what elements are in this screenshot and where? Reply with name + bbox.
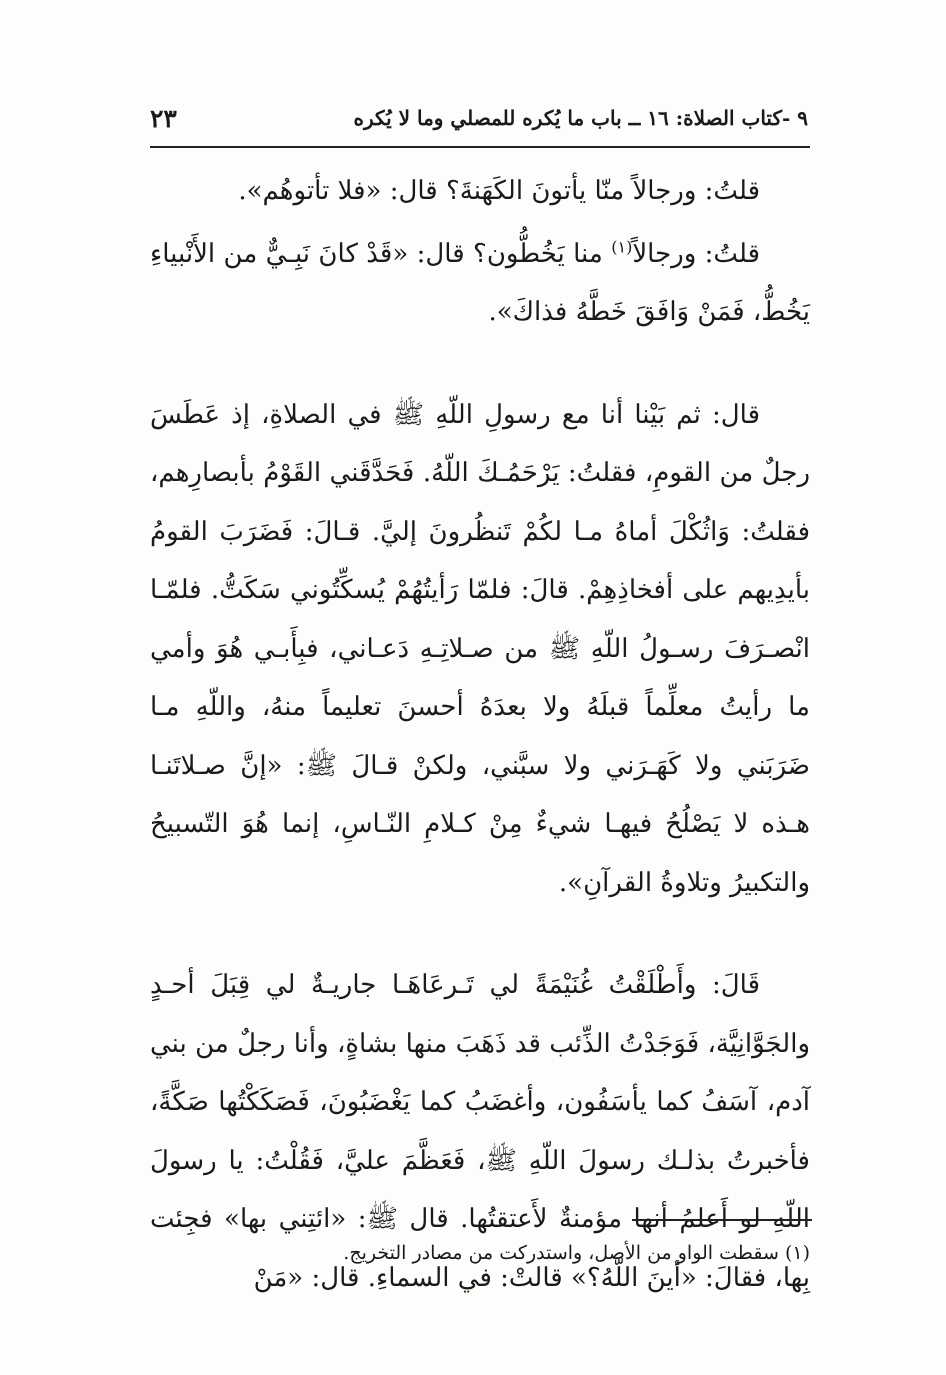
- running-title: ٩ -كتاب الصلاة: ١٦ ــ باب ما يُكره للمصلي وما لا يُكره: [353, 106, 808, 130]
- page-header: [150, 98, 808, 138]
- paragraph-2-rest: منا يَخُطُّون؟ قال: «قَدْ كانَ نَبِـيٌّ من الأَنْبياءِ يَخُطُّ، فَمَنْ وَافَقَ خَطَّهُ فذاكَ».: [150, 238, 810, 327]
- footnote: (١) سقطت الواو من الأصل، واستدركت من مصادر التخريج.: [343, 1242, 810, 1264]
- paragraph-1: قلتُ: ورجالاً منّا يأتونَ الكَهَنةَ؟ قال: «فلا تأتوهُم».: [238, 176, 760, 206]
- footnote-reference: (١): [611, 236, 633, 256]
- footnote-rule: [632, 1219, 812, 1221]
- paragraph-2: [150, 225, 810, 342]
- paragraph-3: قال: ثم بَيْنا أنا مع رسولِ اللّهِ ﷺ في الصلاةِ، إذ عَطَسَ رجلٌ من القومِ، فقلتُ: يَرْحَمُـكَ اللّهُ. فَحَدَّقَني القَوْمُ بأبصارِهم، فقلتُ: وَاثُكْلَ أماهُ مـا لكُمْ تَنظُرونَ إليَّ. قـالَ: فَضَرَبَ القومُ بأيدِيهم على أفخاذِهِمْ. قالَ: فلمّا رَأيتُهُمْ يُسكِّتُوني سَكَتُّ. فلمّـا انْصـرَفَ رسـولُ اللّهِ ﷺ من صـلاتِـهِ دَعـاني، فبِأَبـي هُوَ وأمي ما رأيتُ معلِّماً قبلَهُ ولا بعدَهُ أحسنَ تعليماً منهُ، واللّهِ مـا ضَرَبَني ولا كَهَـرَني ولا سبَّني، ولكنْ قـالَ ﷺ: «إنَّ صـلاتَنـا هـذه لا يَصْلُحُ فيهـا شيءٌ مِنْ كـلامِ النّـاسِ، إنما هُوَ التّسبيحُ والتكبيرُ وتلاوةُ القرآنِ».: [150, 399, 810, 898]
- paragraph-4: قَالَ: وأَطْلَقْتُ غُنَيْمَةً لي تَـرعَاهَـا جاريـةٌ لي قِبَلَ أحـدٍ والجَوَّانِيَّة، فَوَجَدْتُ الذِّئب قد ذَهَبَ منها بشاةٍ، وأنا رجلٌ من بني آدم، آسَفُ كما يأسَفُون، وأغضَبُ كما يَغْضَبُونَ، فَصَكَكْتُها صَكَّةً، فأخبرتُ بذلـك رسولَ اللّهِ ﷺ، فَعَظَّمَ عليَّ، فَقُلْتُ: يا رسولَ اللّهِ لو أَعلمُ أنها مؤمنةٌ لأَعتقتُها. قال ﷺ: «ائتِني بها» فجِئت بِها، فقالَ: «أينَ اللّهُ؟» قالتْ: في السماءِ. قال: «مَنْ: [150, 970, 810, 1293]
- main-text: [150, 162, 810, 1307]
- paragraph-2-lead: قلتُ: ورجالاً: [632, 238, 760, 269]
- page-number: ٢٣: [150, 103, 177, 133]
- header-rule: [150, 146, 810, 148]
